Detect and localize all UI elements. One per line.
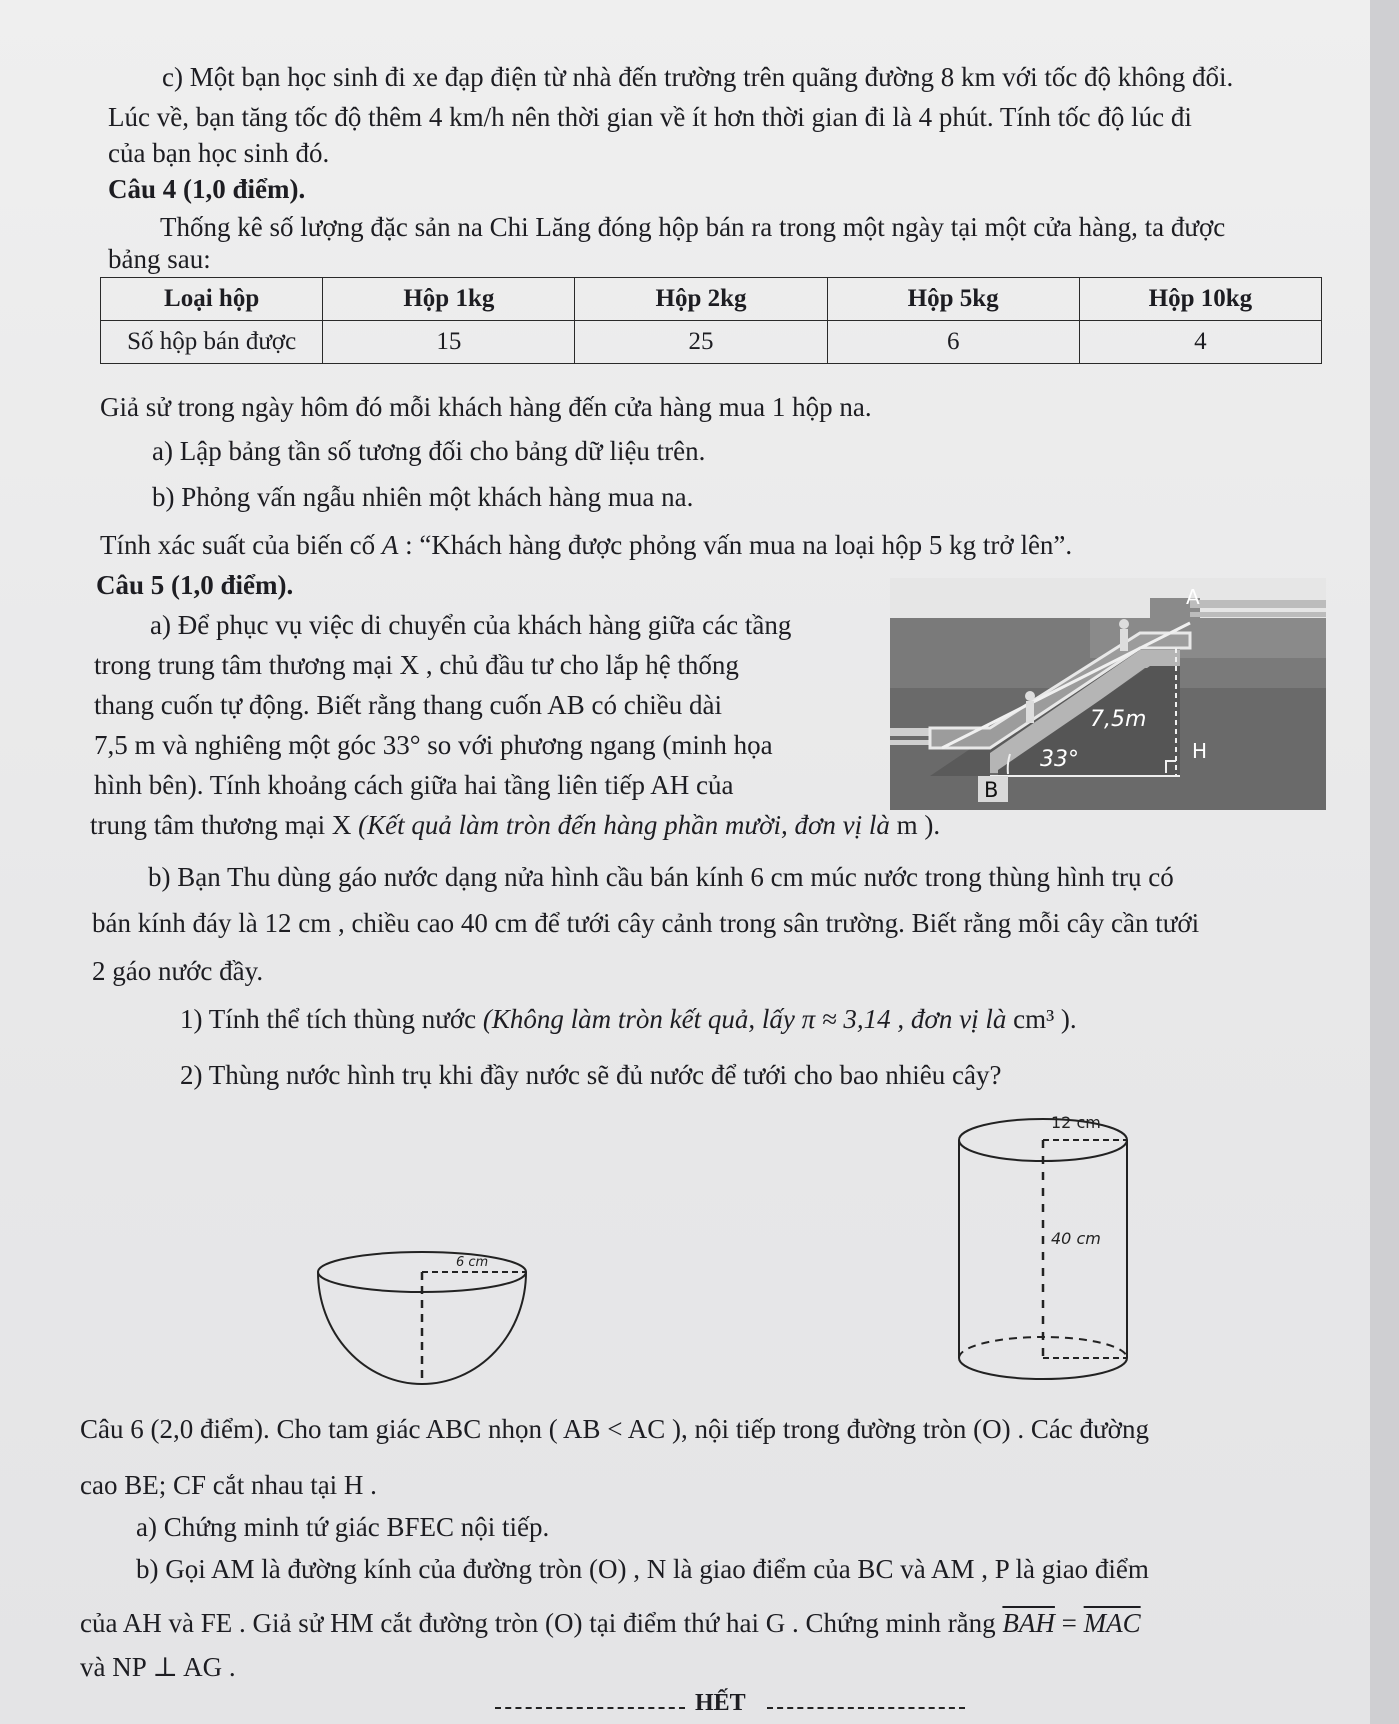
table-header-row <box>101 278 1322 321</box>
q5-a-line5: hình bên). Tính khoảng cách giữa hai tầng liên tiếp AH của <box>94 770 734 800</box>
escalator-point-h: H <box>1192 739 1208 763</box>
hemisphere-ladle-figure <box>312 1248 532 1388</box>
q6-part-b-line2 <box>80 1606 1141 1640</box>
q5-b-line3: 2 gáo nước đầy. <box>92 956 264 986</box>
sales-table <box>100 277 1322 364</box>
q5-b1-italic: (Không làm tròn kết quả, lấy π ≈ 3,14 , đơn vị là <box>482 1004 1014 1034</box>
page-edge <box>1370 0 1399 1724</box>
q5-b-line2: bán kính đáy là 12 cm , chiều cao 40 cm để tưới cây cảnh trong sân trường. Biết rằng mỗi cây cần tưới <box>92 908 1200 938</box>
q4-part-a: a) Lập bảng tần số tương đối cho bảng dữ liệu trên. <box>152 436 706 466</box>
table-cell: 4 <box>1079 321 1321 364</box>
table-header-cell: Loại hộp <box>101 278 323 321</box>
q3c-line2: Lúc về, bạn tăng tốc độ thêm 4 km/h nên thời gian về ít hơn thời gian đi là 4 phút. Tính tốc độ lúc đi <box>108 102 1192 132</box>
escalator-point-a: A <box>1186 585 1200 609</box>
q5-a-line6 <box>90 808 940 842</box>
q5-b1-post: cm³ ). <box>1013 1004 1077 1034</box>
q6-part-b-line1: b) Gọi AM là đường kính của đường tròn (O) , N là giao điểm của BC và AM , P là giao điểm <box>136 1554 1149 1584</box>
table-cell: Số hộp bán được <box>101 321 323 364</box>
q5-a6-pre: trung tâm thương mại X <box>90 810 359 840</box>
q5-b1-pre: 1) Tính thể tích thùng nước <box>180 1004 483 1034</box>
q4-heading: Câu 4 (1,0 điểm). <box>108 174 306 204</box>
q6-b2-eq: = <box>1054 1608 1084 1638</box>
cylinder-radius-label: 12 cm <box>1051 1113 1101 1132</box>
q4-probability <box>100 528 1072 562</box>
escalator-point-b: B <box>984 778 999 802</box>
q6-part-a: a) Chứng minh tứ giác BFEC nội tiếp. <box>136 1512 550 1542</box>
q5-a6-italic: (Kết quả làm tròn đến hàng phần mười, đơn vị là <box>358 810 897 840</box>
cylinder-figure <box>955 1108 1135 1390</box>
q3c-line3: của bạn học sinh đó. <box>108 138 330 168</box>
table-header-cell: Hộp 1kg <box>323 278 575 321</box>
q4-prob-post: : “Khách hàng được phỏng vấn mua na loại hộp 5 kg trở lên”. <box>398 530 1073 560</box>
table-cell: 6 <box>827 321 1079 364</box>
table-header-cell: Hộp 2kg <box>575 278 827 321</box>
q4-intro1: Thống kê số lượng đặc sản na Chi Lăng đóng hộp bán ra trong một ngày tại một cửa hàng, ta được <box>160 212 1226 242</box>
q4-intro2: bảng sau: <box>108 244 211 274</box>
q5-b-part1 <box>180 1002 1077 1036</box>
angle-mac: $\overline{MAC}$ <box>1083 1608 1141 1638</box>
q5-a6-post: m ). <box>896 810 941 840</box>
q5-a-line2: trong trung tâm thương mại X , chủ đầu tư cho lắp hệ thống <box>94 650 739 680</box>
escalator-illustration <box>890 578 1326 810</box>
q6-b2-pre: của AH và FE . Giả sử HM cắt đường tròn (O) tại điểm thứ hai G . Chứng minh rằng <box>80 1608 1003 1638</box>
q6-part-b-line3: và NP ⊥ AG . <box>80 1652 236 1682</box>
q3c-line1: c) Một bạn học sinh đi xe đạp điện từ nhà đến trường trên quãng đường 8 km với tốc độ không đổi. <box>162 62 1234 92</box>
footer-end-marker <box>495 1690 965 1720</box>
cylinder-height-label: 40 cm <box>1051 1229 1101 1248</box>
table-row <box>101 321 1322 364</box>
q4-prob-pre: Tính xác suất của biến cố <box>100 530 382 560</box>
q6-line2: cao BE; CF cắt nhau tại H . <box>80 1470 377 1500</box>
q5-heading: Câu 5 (1,0 điểm). <box>96 570 294 600</box>
q4-prob-var: A <box>381 530 399 560</box>
q5-b-line1: b) Bạn Thu dùng gáo nước dạng nửa hình cầu bán kính 6 cm múc nước trong thùng hình trụ có <box>148 862 1174 892</box>
table-header-cell: Hộp 10kg <box>1079 278 1321 321</box>
table-cell: 25 <box>575 321 827 364</box>
escalator-length: 7,5m <box>1090 707 1147 732</box>
q4-assume: Giả sử trong ngày hôm đó mỗi khách hàng đến cửa hàng mua 1 hộp na. <box>100 392 872 422</box>
angle-bah: $\overline{BAH}$ <box>1002 1608 1055 1638</box>
escalator-angle: 33° <box>1040 747 1079 772</box>
table-header-cell: Hộp 5kg <box>827 278 1079 321</box>
end-label: HẾT <box>695 1690 746 1716</box>
q5-b-part2: 2) Thùng nước hình trụ khi đầy nước sẽ đủ nước để tưới cho bao nhiêu cây? <box>180 1060 1002 1090</box>
table-cell: 15 <box>323 321 575 364</box>
ladle-radius-label: 6 cm <box>456 1255 489 1270</box>
q6-line1: Câu 6 (2,0 điểm). Cho tam giác ABC nhọn ( AB < AC ), nội tiếp trong đường tròn (O) . Các đường <box>80 1414 1149 1444</box>
q5-a-line4: 7,5 m và nghiêng một góc 33° so với phương ngang (minh họa <box>94 730 773 760</box>
q4-part-b: b) Phỏng vấn ngẫu nhiên một khách hàng mua na. <box>152 482 694 512</box>
q5-a-line3: thang cuốn tự động. Biết rằng thang cuốn AB có chiều dài <box>94 690 723 720</box>
q5-a-line1: a) Để phục vụ việc di chuyển của khách hàng giữa các tầng <box>150 610 792 640</box>
